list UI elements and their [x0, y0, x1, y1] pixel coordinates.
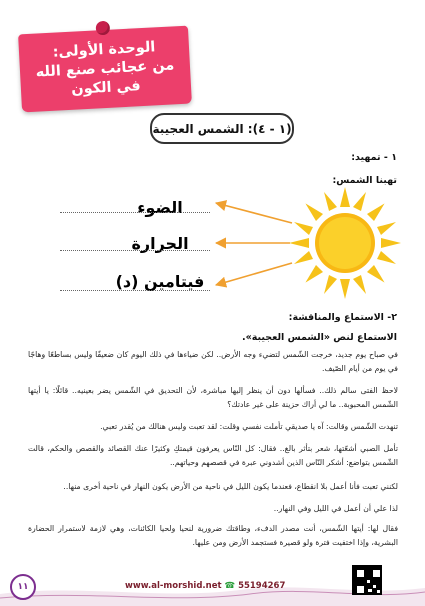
page-number: ١١: [10, 574, 36, 600]
arrow-light: [216, 203, 292, 223]
footer-website[interactable]: www.al-morshid.net: [125, 581, 222, 591]
gift-light: الضوء: [137, 198, 183, 217]
unit-title-line-2: من عجائب صنع الله: [35, 56, 175, 81]
dotted-line: [60, 250, 210, 251]
gift-vitamin-d: فيتامين (د): [115, 272, 205, 291]
pin-icon: [95, 21, 110, 36]
story-paragraph-1: في صباح يوم جديد، خرجت الشّمس لتضيء وجه الأرض.. لكن ضياءها في ذلك اليوم كان ضعيفًا وليس بساطعًا وهاجًا في يوم من أيام الصّيف.: [28, 350, 398, 373]
story-paragraph-4: تأمل الصبي أشعّتها، شعر بتأثر بالغ.. فقال: كل النّاس يعرفون قيمتكِ وكثيرًا عنك القصائد والقصص والحكم، قالت الشّمس بتواضع: أشكر النّاس الذين أشدوني عبرة في قصصهم وحياتهم..: [28, 444, 398, 467]
section-1-subheading: تهبنا الشمس:: [332, 175, 397, 186]
unit-title-banner: [18, 26, 192, 113]
section-2-subheading: الاستماع لنص «الشمس العجيبة».: [241, 332, 397, 343]
story-paragraph-3: تنهدت الشّمس وقالت: آه يا صديقي تأملت نفسي وقلت: لقد تعبت وليس هنالك من يُقدر تعبي.: [100, 422, 398, 431]
dotted-line: [60, 290, 210, 291]
arrow-vitamin: [216, 263, 292, 285]
qr-code[interactable]: [352, 565, 382, 595]
story-paragraph-6: لذا علي أن أعمل في الليل وفي النهار..: [273, 504, 398, 513]
dotted-line: [60, 212, 210, 213]
unit-title-line-3: في الكون: [70, 77, 142, 98]
footer-contact: [125, 581, 285, 591]
story-paragraph-7: فقال لها: أيتها الشّمس، أنت مصدر الدفء، وطاقتك ضرورية لنحيا ولحيا الكائنات، وهي لازمة لاستمرار الحضارة البشرية، وإذا اختفيت فترة ولو قصيرة فستجمد الأرض ومن عليها.: [28, 524, 398, 547]
unit-title-line-1: الوحدة الأولى:: [52, 38, 156, 61]
sun-icon: [289, 187, 401, 299]
section-1-heading: ١ - تمهيد:: [351, 152, 397, 163]
gift-heat: الحرارة: [131, 234, 189, 253]
story-paragraph-5: لكنني تعبت فأنا أعمل بلا انقطاع، فعندما يكون الليل في ناحية من الأرض يكون النهار في ناحية أخرى منها..: [63, 482, 398, 491]
phone-icon: ☎: [224, 581, 236, 591]
lesson-title: (١ - ٤): الشمس العجيبة: [150, 113, 294, 144]
section-2-heading: ٢- الاستماع والمناقشة:: [288, 312, 397, 323]
footer-phone: 55194267: [238, 581, 286, 591]
story-paragraph-2: لاحظ الفتى سالم ذلك.. فسألها دون أن ينظر إليها مباشرة، لأن التحديق في الشّمس يضر بعينيه.. قائلًا: يا أيتها الشّمس المحبوبة.. ما لي أراك حزينة على غير عادتك؟: [28, 386, 398, 409]
